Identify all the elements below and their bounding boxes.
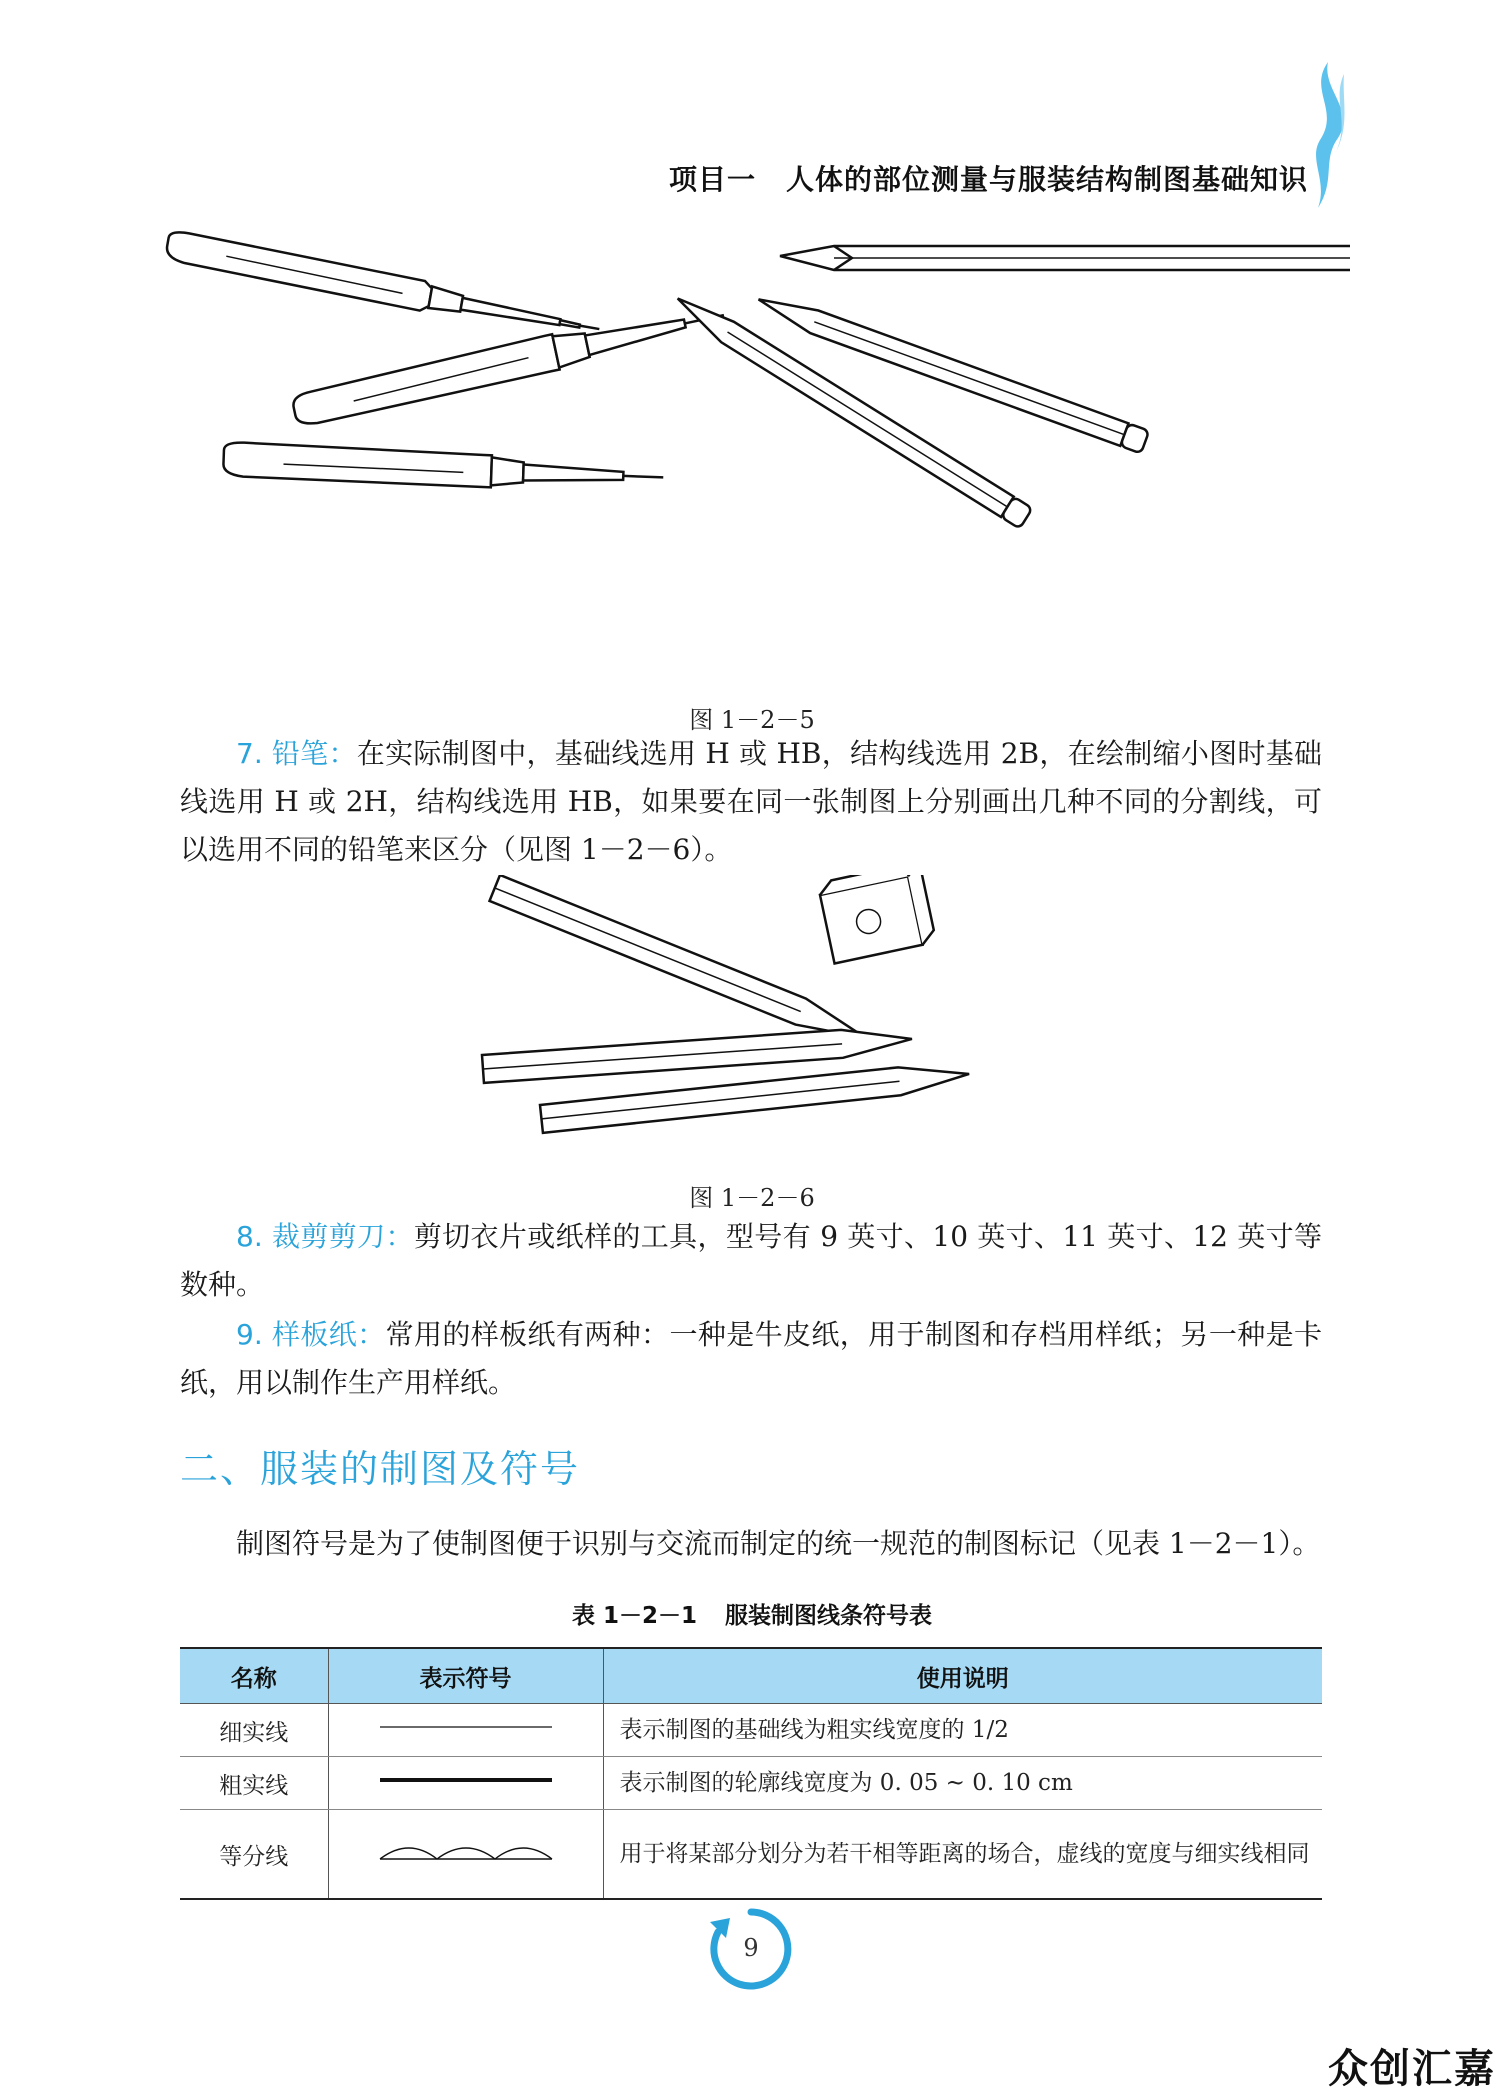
table-row bbox=[180, 1757, 1322, 1810]
header-description: 使用说明 bbox=[603, 1648, 1322, 1704]
label-scissors: 8. 裁剪剪刀： bbox=[236, 1220, 414, 1253]
thick-line-symbol bbox=[328, 1757, 603, 1810]
figure-caption-6: 图 1－2－6 bbox=[689, 1184, 815, 1212]
header-name: 名称 bbox=[180, 1648, 328, 1704]
text-scissors: 剪切衣片或纸样的工具，型号有 9 英寸、10 英寸、11 英寸、12 英寸等数种。 bbox=[180, 1220, 1322, 1301]
figure-pencils-eraser bbox=[470, 875, 1030, 1145]
row-description: 表示制图的轮廓线宽度为 0. 05 ~ 0. 10 cm bbox=[603, 1757, 1322, 1810]
symbol-table bbox=[180, 1647, 1322, 1900]
row-name: 等分线 bbox=[180, 1810, 328, 1900]
equal-division-symbol bbox=[328, 1810, 603, 1900]
table-row bbox=[180, 1810, 1322, 1900]
table-name: 服装制图线条符号表 bbox=[725, 1603, 933, 1629]
header-part2: 人体的部位测量与服装结构制图基础知识 bbox=[785, 163, 1308, 196]
table-header-row bbox=[180, 1648, 1322, 1704]
running-header bbox=[669, 158, 1308, 198]
paragraph-pencil bbox=[180, 730, 1322, 874]
label-pencil: 7. 铅笔： bbox=[236, 737, 357, 770]
row-name: 细实线 bbox=[180, 1704, 328, 1757]
header-symbol: 表示符号 bbox=[328, 1648, 603, 1704]
pen-1 bbox=[164, 230, 604, 342]
table-number: 表 1－2－1 bbox=[571, 1603, 698, 1629]
table-row bbox=[180, 1704, 1322, 1757]
figure-pens-pencils bbox=[160, 220, 1350, 680]
paragraph-scissors bbox=[180, 1213, 1322, 1309]
header-part1: 项目一 bbox=[668, 163, 756, 196]
row-description: 用于将某部分划分为若干相等距离的场合，虚线的宽度与细实线相同 bbox=[603, 1810, 1322, 1900]
section-heading: 二、服装的制图及符号 bbox=[180, 1447, 581, 1491]
watermark: 众创汇嘉 bbox=[1328, 2046, 1496, 2092]
row-name: 粗实线 bbox=[180, 1757, 328, 1810]
figure-caption-5: 图 1－2－5 bbox=[689, 706, 815, 734]
text-pattern-paper: 常用的样板纸有两种：一种是牛皮纸，用于制图和存档用样纸；另一种是卡纸，用以制作生产用样纸。 bbox=[180, 1318, 1322, 1399]
text-pencil: 在实际制图中，基础线选用 H 或 HB，结构线选用 2B，在绘制缩小图时基础线选用 H 或 2H，结构线选用 HB，如果要在同一张制图上分别画出几种不同的分割线，可以选用不同的铅笔来区分（见图 1－2－6）。 bbox=[180, 737, 1322, 866]
table-title bbox=[0, 1597, 1504, 1630]
pencil-a bbox=[780, 246, 1350, 270]
intro-paragraph bbox=[180, 1520, 1322, 1568]
thin-line-symbol bbox=[328, 1704, 603, 1757]
header-decoration-icon bbox=[1298, 60, 1358, 210]
pencil-d bbox=[490, 875, 871, 1051]
page-number: 9 bbox=[743, 1934, 759, 1962]
paragraph-pattern-paper bbox=[180, 1311, 1322, 1407]
row-description: 表示制图的基础线为粗实线宽度的 1/2 bbox=[603, 1704, 1322, 1757]
pen-3 bbox=[223, 442, 664, 493]
eraser-icon bbox=[818, 875, 937, 963]
label-pattern-paper: 9. 样板纸： bbox=[236, 1318, 386, 1351]
intro-text: 制图符号是为了使制图便于识别与交流而制定的统一规范的制图标记（见表 1－2－1）。 bbox=[236, 1527, 1321, 1560]
